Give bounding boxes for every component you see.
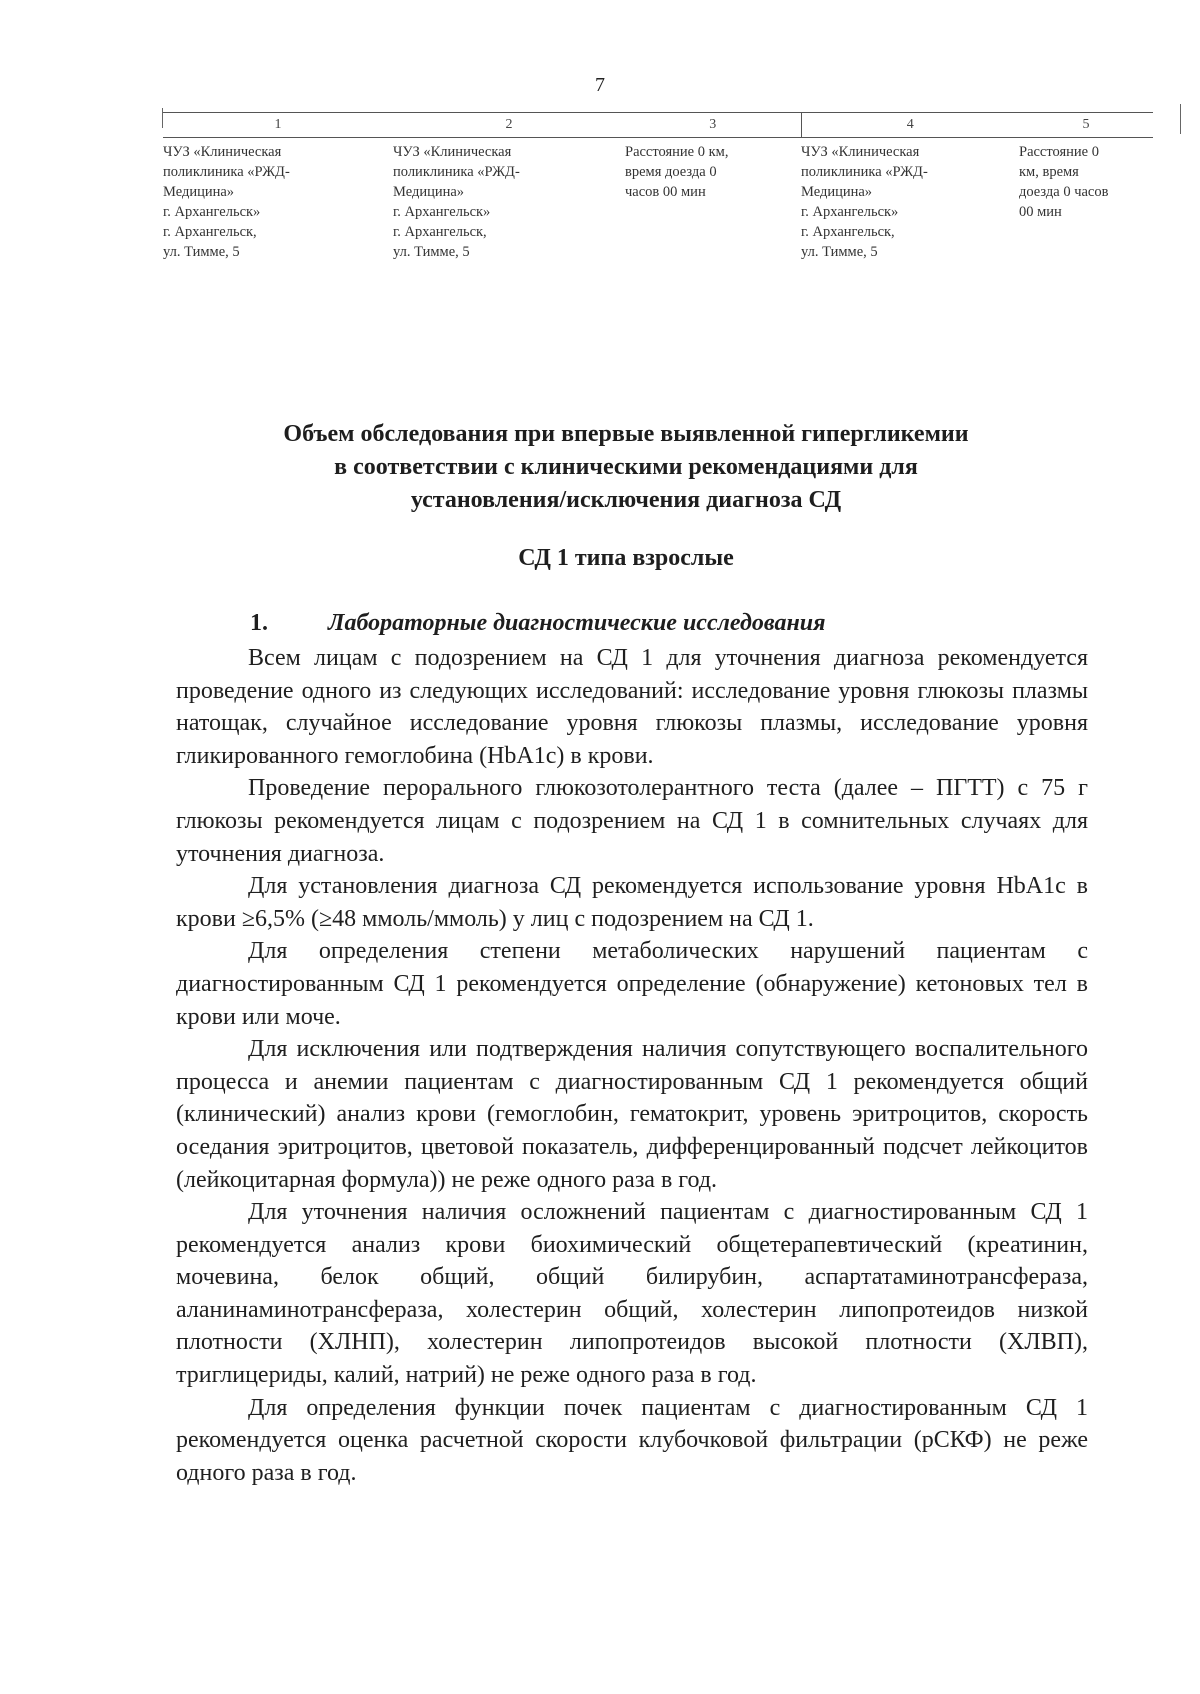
table-header-cell: 3 xyxy=(625,113,801,138)
table-header-cell: 2 xyxy=(393,113,625,138)
cell-line: поликлиника «РЖД- xyxy=(163,164,290,180)
table-row xyxy=(163,138,1153,263)
table-header-cell: 5 xyxy=(1019,113,1153,138)
cell-line: г. Архангельск» xyxy=(801,204,899,220)
paragraph: Всем лицам с подозрением на СД 1 для уточнения диагноза рекомендуется проведение одного из следующих исследований: исследование уровня глюкозы плазмы натощак, случайное исследование уровня глюкозы плазмы, исследование уровня гликированного гемоглобина (HbA1c) в крови. xyxy=(176,645,1088,769)
table-cell-distance xyxy=(625,138,801,263)
table-header-cell: 4 xyxy=(801,113,1019,138)
cell-line: ул. Тимме, 5 xyxy=(163,244,240,260)
document-subtitle: СД 1 типа взрослые xyxy=(518,545,734,571)
cell-line: Медицина» xyxy=(801,184,873,200)
cell-line: км, время xyxy=(1019,164,1079,180)
cell-line: Медицина» xyxy=(163,184,235,200)
cell-line: ЧУЗ «Клиническая xyxy=(393,144,512,160)
cell-line: поликлиника «РЖД- xyxy=(801,164,928,180)
page-number: 7 xyxy=(595,74,605,96)
paragraph: Для установления диагноза СД рекомендуется использование уровня HbA1c в крови ≥6,5% (≥48 ммоль/ммоль) у лиц с подозрением на СД 1. xyxy=(176,873,1088,932)
title-line: в соответствии с клиническими рекомендациями для xyxy=(334,454,918,480)
paragraph: Проведение перорального глюкозотолерантного теста (далее – ПГТТ) с 75 г глюкозы рекомендуется лицам с подозрением на СД 1 в сомнительных случаях для уточнения диагноза. xyxy=(176,775,1088,867)
section-heading-text: Лабораторные диагностические исследования xyxy=(328,610,826,636)
paragraph: Для определения функции почек пациентам с диагностированным СД 1 рекомендуется оценка расчетной скорости клубочковой фильтрации (рСКФ) не реже одного раза в год. xyxy=(176,1394,1088,1486)
cell-line: г. Архангельск» xyxy=(393,204,491,220)
table-right-edge-mark xyxy=(1180,104,1181,134)
table-header-cell: 1 xyxy=(163,113,393,138)
table-cell-distance xyxy=(1019,138,1153,263)
paragraph: Для исключения или подтверждения наличия сопутствующего воспалительного процесса и анемии пациентам с диагностированным СД 1 рекомендуется общий (клинический) анализ крови (гемоглобин, гематокрит, уровень эритроцитов, скорость оседания эритроцитов, цветовой показатель, дифференцированный подсчет лейкоцитов (лейкоцитарная формула)) не реже одного раза в год. xyxy=(176,1036,1088,1193)
section-number: 1. xyxy=(250,610,268,636)
title-line: установления/исключения диагноза СД xyxy=(410,487,842,513)
cell-line: г. Архангельск, xyxy=(163,224,257,240)
cell-line: время доезда 0 xyxy=(625,164,717,180)
cell-line: ул. Тимме, 5 xyxy=(393,244,470,260)
cell-line: ул. Тимме, 5 xyxy=(801,244,878,260)
table-cell-facility xyxy=(393,138,625,263)
cell-line: доезда 0 часов xyxy=(1019,184,1109,200)
table-cell-facility xyxy=(801,138,1019,263)
paragraph: Для уточнения наличия осложнений пациентам с диагностированным СД 1 рекомендуется анализ крови биохимический общетерапевтический (креатинин, мочевина, белок общий, общий билирубин, аспартатаминотрансфераза, аланинаминотрансфераза, холестерин общий, холестерин липопротеидов низкой плотности (ХЛНП), холестерин липопротеидов высокой плотности (ХЛВП), триглицериды, калий, натрий) не реже одного раза в год. xyxy=(176,1199,1088,1389)
cell-line: 00 мин xyxy=(1019,204,1062,220)
cell-line: часов 00 мин xyxy=(625,184,706,200)
paragraph: Для определения степени метаболических нарушений пациентам с диагностированным СД 1 рекомендуется определение (обнаружение) кетоновых тел в крови или моче. xyxy=(176,938,1088,1030)
cell-line: поликлиника «РЖД- xyxy=(393,164,520,180)
cell-line: Расстояние 0 км, xyxy=(625,144,729,160)
facility-table xyxy=(163,112,1153,262)
cell-line: г. Архангельск, xyxy=(393,224,487,240)
document-title xyxy=(163,418,1089,517)
cell-line: ЧУЗ «Клиническая xyxy=(163,144,282,160)
table-header-row xyxy=(163,113,1153,138)
table-cell-facility xyxy=(163,138,393,263)
cell-line: ЧУЗ «Клиническая xyxy=(801,144,920,160)
cell-line: Медицина» xyxy=(393,184,465,200)
section-heading xyxy=(250,610,825,637)
cell-line: г. Архангельск, xyxy=(801,224,895,240)
cell-line: г. Архангельск» xyxy=(163,204,261,220)
cell-line: Расстояние 0 xyxy=(1019,144,1099,160)
body-text xyxy=(176,642,1088,1489)
title-line: Объем обследования при впервые выявленной гипергликемии xyxy=(283,421,969,447)
